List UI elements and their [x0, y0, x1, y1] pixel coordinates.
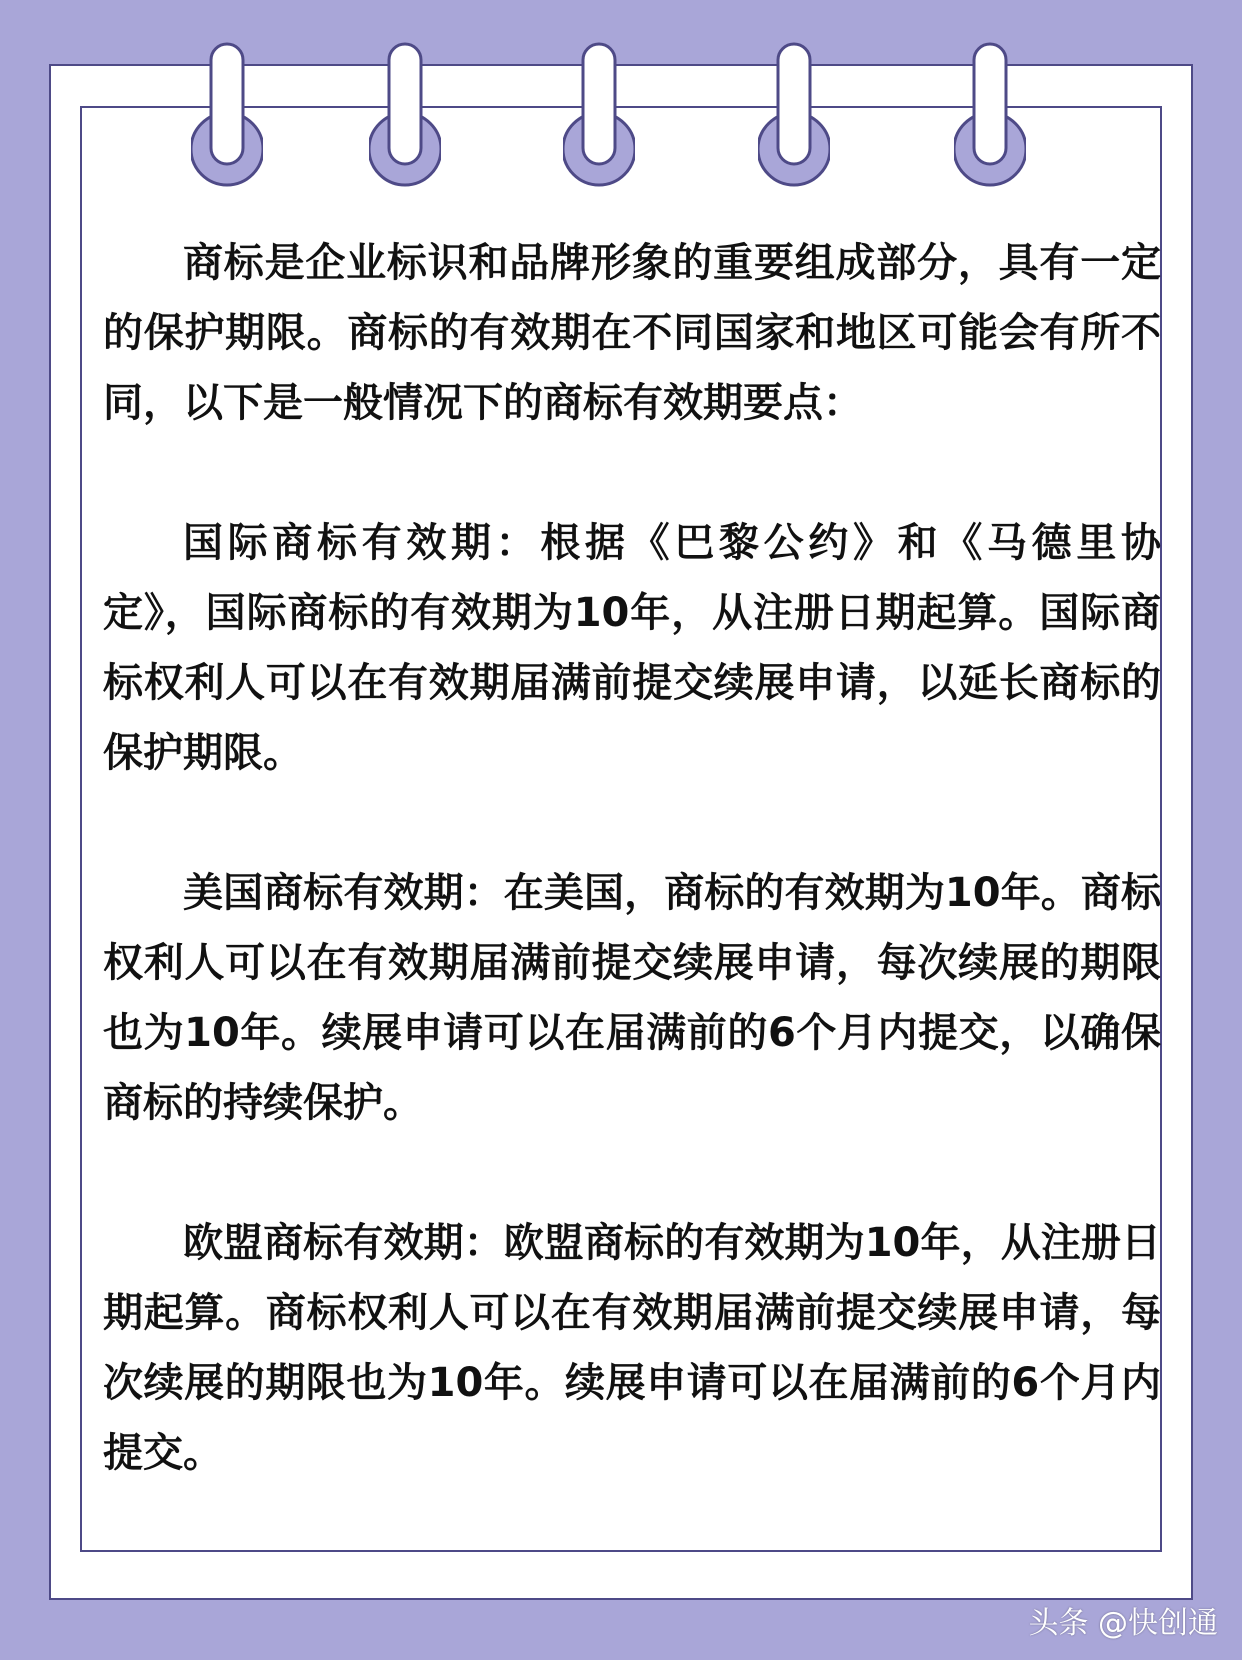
binder-ring-icon	[369, 38, 441, 190]
paragraph-international: 国际商标有效期：根据《巴黎公约》和《马德里协定》，国际商标的有效期为10年，从注册日期起算。国际商标权利人可以在有效期届满前提交续展申请，以延长商标的保护期限。	[103, 520, 1161, 776]
binder-ring-icon	[191, 38, 263, 190]
paragraph-usa: 美国商标有效期：在美国，商标的有效期为10年。商标权利人可以在有效期届满前提交续展申请，每次续展的期限也为10年。续展申请可以在届满前的6个月内提交，以确保商标的持续保护。	[103, 870, 1161, 1126]
article-body	[103, 228, 1161, 1488]
paragraph-intro: 商标是企业标识和品牌形象的重要组成部分，具有一定的保护期限。商标的有效期在不同国家和地区可能会有所不同，以下是一般情况下的商标有效期要点：	[103, 240, 1161, 426]
binder-ring-icon	[954, 38, 1026, 190]
paragraph-eu: 欧盟商标有效期：欧盟商标的有效期为10年，从注册日期起算。商标权利人可以在有效期届满前提交续展申请，每次续展的期限也为10年。续展申请可以在届满前的6个月内提交。	[103, 1220, 1161, 1476]
binder-ring-icon	[563, 38, 635, 190]
binder-ring-icon	[758, 38, 830, 190]
source-watermark: 头条 @快创通	[1028, 1606, 1218, 1641]
